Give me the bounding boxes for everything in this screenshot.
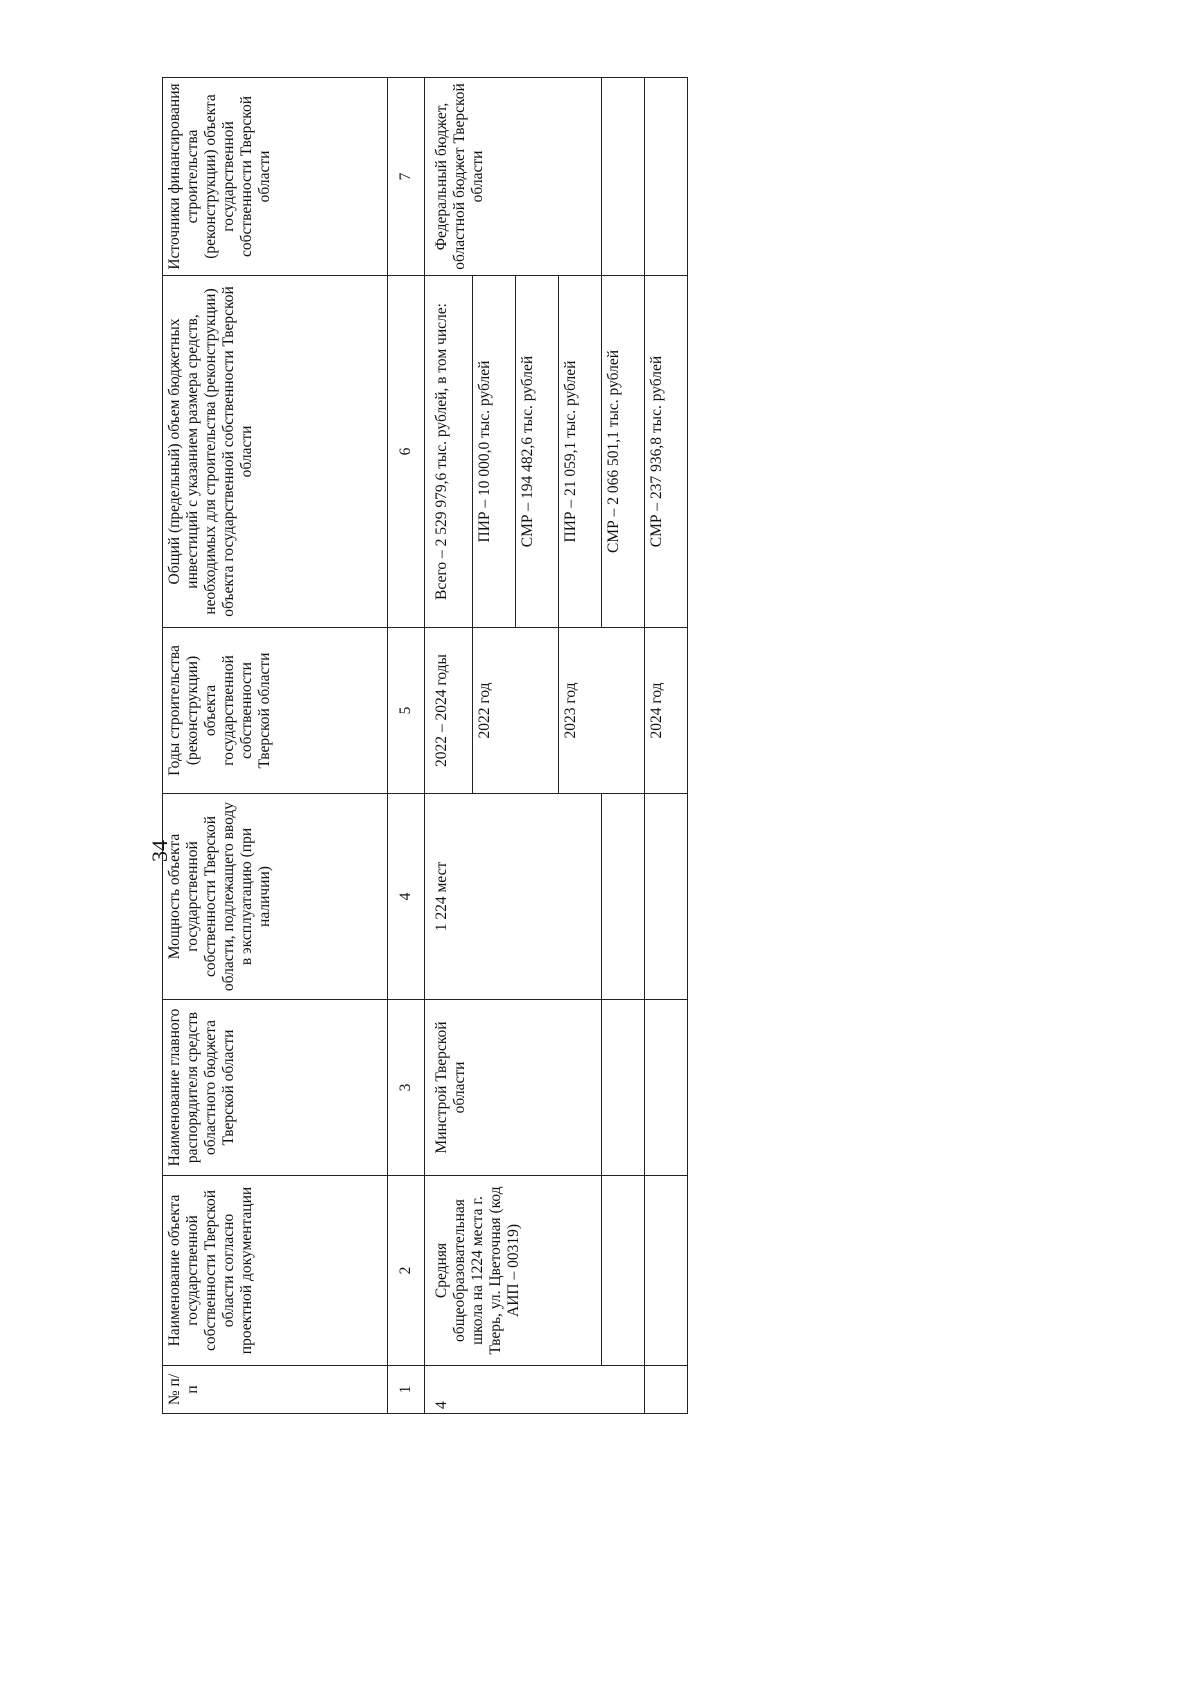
empty-cell — [645, 1000, 688, 1176]
column-number: 5 — [388, 628, 425, 794]
column-number: 3 — [388, 1000, 425, 1176]
row-number: 4 — [425, 1366, 645, 1414]
column-number: 1 — [388, 1366, 425, 1414]
empty-cell — [602, 78, 645, 276]
years-total-cell: 2022 – 2024 годы — [425, 628, 473, 794]
header-row — [163, 78, 388, 1414]
table-row — [645, 78, 688, 1414]
investment-table — [162, 77, 688, 1414]
empty-cell — [602, 1176, 645, 1366]
header-manager: Наименование главного распорядителя средств областного бюджета Тверской области — [163, 1000, 388, 1176]
amount-cell: ПИР – 10 000,0 тыс. рублей — [473, 276, 516, 628]
header-source: Источники финансирования строительства (реконструкции) объекта государственной собственности Тверской области — [163, 78, 388, 276]
source-cell: Федеральный бюджет, областной бюджет Тверской области — [425, 78, 602, 276]
column-number: 7 — [388, 78, 425, 276]
column-number: 4 — [388, 794, 425, 1000]
manager-cell: Минстрой Тверской области — [425, 1000, 602, 1176]
year-cell: 2022 год — [473, 628, 559, 794]
investment-table-container — [162, 78, 665, 1414]
empty-cell — [645, 794, 688, 1000]
empty-cell — [645, 78, 688, 276]
header-years: Годы строительства (реконструкции) объекта государственной собственности Тверской области — [163, 628, 388, 794]
table-row — [425, 78, 473, 1414]
amount-cell: СМР – 237 936,8 тыс. рублей — [645, 276, 688, 628]
empty-cell — [645, 1366, 688, 1414]
header-object-name: Наименование объекта государственной собственности Тверской области согласно проектной документации — [163, 1176, 388, 1366]
empty-cell — [602, 1000, 645, 1176]
amount-cell: ПИР – 21 059,1 тыс. рублей — [559, 276, 602, 628]
header-amount: Общий (предельный) объем бюджетных инвестиций с указанием размера средств, необходимых для строительства (реконструкции) объекта государственной собственности Тверской области — [163, 276, 388, 628]
amount-total-cell: Всего – 2 529 979,6 тыс. рублей, в том числе: — [425, 276, 473, 628]
page-number: 34 — [147, 840, 172, 862]
object-name-cell: Средняя общеобразовательная школа на 1224 места г. Тверь, ул. Цветочная (код АИП – 00319) — [425, 1176, 602, 1366]
column-number-row — [388, 78, 425, 1414]
column-number: 2 — [388, 1176, 425, 1366]
empty-cell — [645, 1176, 688, 1366]
year-cell: 2024 год — [645, 628, 688, 794]
column-number: 6 — [388, 276, 425, 628]
header-capacity: Мощность объекта государственной собственности Тверской области, подлежащего вводу в эксплуатацию (при наличии) — [163, 794, 388, 1000]
year-cell: 2023 год — [559, 628, 645, 794]
header-number: № п/п — [163, 1366, 388, 1414]
capacity-cell: 1 224 мест — [425, 794, 602, 1000]
empty-cell — [602, 794, 645, 1000]
amount-cell: СМР – 194 482,6 тыс. рублей — [516, 276, 559, 628]
amount-cell: СМР – 2 066 501,1 тыс. рублей — [602, 276, 645, 628]
